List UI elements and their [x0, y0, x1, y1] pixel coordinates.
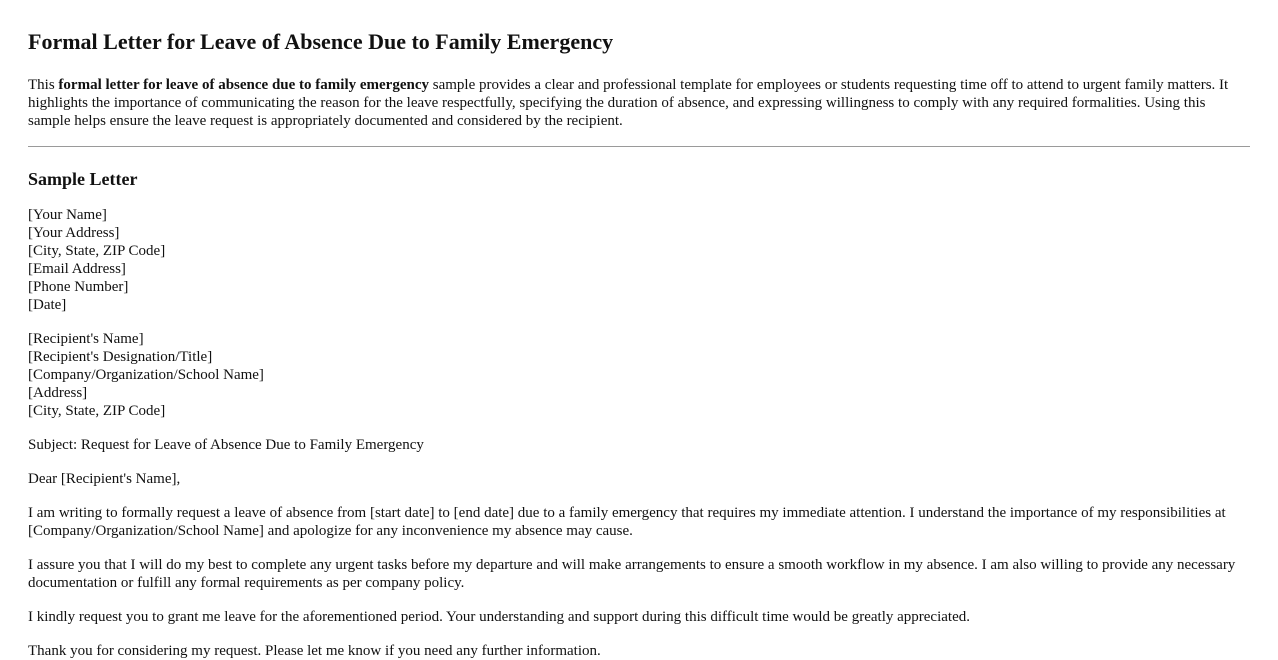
- sender-line: [Email Address]: [28, 261, 126, 277]
- sender-line: [Date]: [28, 297, 67, 313]
- sender-line: [Your Name]: [28, 207, 107, 223]
- recipient-line: [Recipient's Designation/Title]: [28, 349, 213, 365]
- sender-address-block: [28, 206, 1250, 314]
- letter-subject: Subject: Request for Leave of Absence Due to Family Emergency: [28, 437, 424, 453]
- page-title: Formal Letter for Leave of Absence Due to Family Emergency: [28, 29, 614, 54]
- letter-paragraph: I assure you that I will do my best to complete any urgent tasks before my departure and will make arrangements to ensure a smooth workflow in my absence. I am also willing to provide any necessary documentation or fulfill any formal requirements as per company policy.: [28, 557, 1236, 591]
- recipient-line: [City, State, ZIP Code]: [28, 403, 166, 419]
- recipient-line: [Company/Organization/School Name]: [28, 367, 264, 383]
- sender-line: [City, State, ZIP Code]: [28, 243, 166, 259]
- section-divider: [28, 146, 1250, 147]
- recipient-line: [Recipient's Name]: [28, 331, 144, 347]
- section-heading: Sample Letter: [28, 169, 138, 189]
- letter-salutation: Dear [Recipient's Name],: [28, 471, 181, 487]
- letter-paragraph: Thank you for considering my request. Please let me know if you need any further information.: [28, 643, 601, 659]
- sender-line: [Phone Number]: [28, 279, 129, 295]
- intro-suffix: sample provides a clear and professional template for employees or students requesting time off to attend to urgent family matters. It highlights the importance of communicating the reason for the leave respectfully, specifying the duration of absence, and expressing willingness to comply with any required formalities. Using this sample helps ensure the leave request is appropriately documented and considered by the recipient.: [28, 77, 1229, 129]
- recipient-address-block: [28, 330, 1250, 420]
- intro-prefix: This: [28, 77, 59, 93]
- sender-line: [Your Address]: [28, 225, 120, 241]
- intro-bold-phrase: formal letter for leave of absence due to family emergency: [58, 77, 429, 93]
- recipient-line: [Address]: [28, 385, 88, 401]
- letter-paragraph: I am writing to formally request a leave of absence from [start date] to [end date] due to a family emergency that requires my immediate attention. I understand the importance of my responsibilities at [Company/Organization/School Name] and apologize for any inconvenience my absence may cause.: [28, 505, 1226, 539]
- document-page: [28, 0, 1250, 660]
- letter-paragraph: I kindly request you to grant me leave for the aforementioned period. Your understanding and support during this difficult time would be greatly appreciated.: [28, 609, 970, 625]
- intro-paragraph: [28, 76, 1250, 130]
